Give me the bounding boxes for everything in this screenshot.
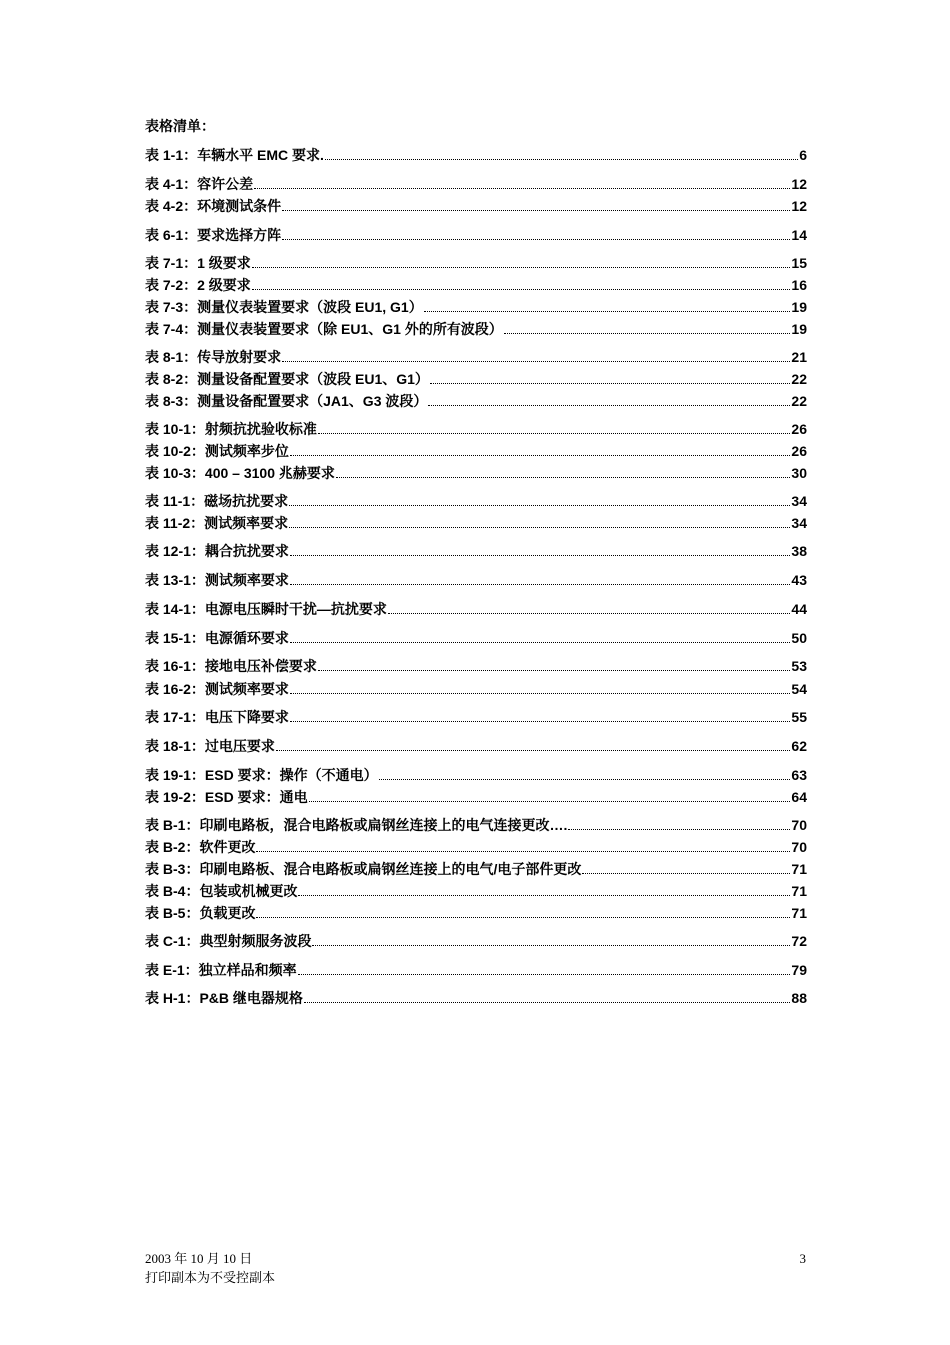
toc-entry-title: 表 10-1：射频抗扰验收标准 bbox=[145, 421, 317, 437]
toc-entry-title: 表 13-1：测试频率要求 bbox=[145, 572, 289, 588]
toc-entry-page: 26 bbox=[791, 421, 807, 437]
toc-entry-table-10-2[interactable] bbox=[145, 438, 807, 460]
toc-dot-leader bbox=[428, 405, 790, 406]
toc-dot-leader bbox=[289, 505, 790, 506]
toc-entry-title: 表 18-1：过电压要求 bbox=[145, 738, 275, 754]
toc-entry-page: 30 bbox=[791, 465, 807, 481]
toc-dot-leader bbox=[276, 750, 791, 751]
toc-entry-table-16-1[interactable] bbox=[145, 653, 807, 675]
toc-dot-leader bbox=[568, 829, 790, 830]
toc-entry-page: 19 bbox=[791, 321, 807, 337]
toc-entry-table-b-3[interactable] bbox=[145, 856, 807, 878]
toc-dot-leader bbox=[282, 210, 790, 211]
toc-dot-leader bbox=[504, 333, 791, 334]
toc-entry-title: 表 19-2：ESD 要求：通电 bbox=[145, 789, 308, 805]
toc-entry-title: 表 B-3：印刷电路板、混合电路板或扁钢丝连接上的电气/电子部件更改 bbox=[145, 861, 582, 877]
toc-entry-title: 表 10-3：400 – 3100 兆赫要求 bbox=[145, 465, 335, 481]
toc-entry-page: 88 bbox=[791, 990, 807, 1006]
toc-entry-table-15-1[interactable] bbox=[145, 625, 807, 647]
toc-dot-leader bbox=[312, 945, 790, 946]
toc-entry-table-12-1[interactable] bbox=[145, 538, 807, 560]
toc-dot-leader bbox=[325, 159, 798, 160]
toc-entry-page: 71 bbox=[791, 905, 807, 921]
toc-entry-page: 70 bbox=[791, 817, 807, 833]
toc-entry-table-10-3[interactable] bbox=[145, 460, 807, 482]
toc-entry-page: 53 bbox=[791, 658, 807, 674]
toc-entry-title: 表 16-2：测试频率要求 bbox=[145, 681, 289, 697]
toc-entry-page: 16 bbox=[791, 277, 807, 293]
toc-entry-table-h-1[interactable] bbox=[145, 985, 807, 1007]
toc-entry-title: 表 H-1：P&B 继电器规格 bbox=[145, 990, 303, 1006]
toc-dot-leader bbox=[289, 527, 790, 528]
toc-entry-table-1-1[interactable] bbox=[145, 142, 807, 164]
toc-dot-leader bbox=[336, 477, 791, 478]
toc-dot-leader bbox=[424, 311, 791, 312]
toc-entry-table-b-2[interactable] bbox=[145, 834, 807, 856]
toc-dot-leader bbox=[304, 1002, 791, 1003]
toc-dot-leader bbox=[282, 239, 790, 240]
toc-dot-leader bbox=[379, 779, 791, 780]
toc-entry-table-13-1[interactable] bbox=[145, 567, 807, 589]
toc-dot-leader bbox=[298, 895, 790, 896]
toc-entry-title: 表 7-4：测量仪表装置要求（除 EU1、G1 外的所有波段） bbox=[145, 321, 503, 337]
toc-entry-page: 71 bbox=[791, 861, 807, 877]
toc-dot-leader bbox=[388, 613, 791, 614]
toc-entry-page: 15 bbox=[791, 255, 807, 271]
toc-entry-page: 50 bbox=[791, 630, 807, 646]
toc-entry-title: 表 7-2：2 级要求 bbox=[145, 277, 251, 293]
toc-entry-page: 12 bbox=[791, 176, 807, 192]
toc-dot-leader bbox=[309, 801, 791, 802]
toc-entry-page: 71 bbox=[791, 883, 807, 899]
toc-entry-title: 表 19-1：ESD 要求：操作（不通电） bbox=[145, 767, 378, 783]
toc-entry-page: 79 bbox=[791, 962, 807, 978]
toc-dot-leader bbox=[290, 642, 791, 643]
toc-entry-page: 54 bbox=[791, 681, 807, 697]
toc-entry-page: 63 bbox=[791, 767, 807, 783]
toc-entry-table-6-1[interactable] bbox=[145, 222, 807, 244]
toc-entry-page: 12 bbox=[791, 198, 807, 214]
toc-dot-leader bbox=[318, 670, 791, 671]
toc-entry-page: 55 bbox=[791, 709, 807, 725]
toc-entry-table-4-1[interactable] bbox=[145, 171, 807, 193]
toc-entry-page: 34 bbox=[791, 493, 807, 509]
toc-entry-page: 34 bbox=[791, 515, 807, 531]
toc-entry-table-8-1[interactable] bbox=[145, 344, 807, 366]
toc-entry-table-8-3[interactable] bbox=[145, 388, 807, 410]
toc-dot-leader bbox=[256, 851, 790, 852]
toc-entry-page: 62 bbox=[791, 738, 807, 754]
toc-entry-title: 表 8-1：传导放射要求 bbox=[145, 349, 282, 365]
toc-entry-title: 表 16-1：接地电压补偿要求 bbox=[145, 658, 317, 674]
toc-entry-title: 表 1-1：车辆水平 EMC 要求. bbox=[145, 147, 324, 163]
toc-entry-title: 表 14-1：电源电压瞬时干扰—抗扰要求 bbox=[145, 601, 387, 617]
toc-entry-title: 表 15-1：电源循环要求 bbox=[145, 630, 289, 646]
toc-entry-table-b-5[interactable] bbox=[145, 900, 807, 922]
toc-entry-title: 表 E-1：独立样品和频率 bbox=[145, 962, 297, 978]
toc-entry-table-17-1[interactable] bbox=[145, 704, 807, 726]
toc-dot-leader bbox=[282, 361, 790, 362]
toc-entry-title: 表 4-1：容许公差 bbox=[145, 176, 254, 192]
toc-entry-table-e-1[interactable] bbox=[145, 957, 807, 979]
toc-heading: 表格清单： bbox=[145, 118, 215, 134]
toc-entry-table-7-3[interactable] bbox=[145, 294, 807, 316]
toc-entry-page: 72 bbox=[791, 933, 807, 949]
toc-entry-title: 表 B-1：印刷电路板，混合电路板或扁钢丝连接上的电气连接更改…. bbox=[145, 817, 568, 833]
toc-entry-page: 19 bbox=[791, 299, 807, 315]
toc-entry-table-19-2[interactable] bbox=[145, 784, 807, 806]
toc-entry-page: 14 bbox=[791, 227, 807, 243]
toc-entry-title: 表 11-1：磁场抗扰要求 bbox=[145, 493, 289, 509]
toc-dot-leader bbox=[252, 267, 791, 268]
toc-entry-title: 表 6-1：要求选择方阵 bbox=[145, 227, 282, 243]
toc-entry-table-4-2[interactable] bbox=[145, 193, 807, 215]
toc-entry-title: 表 B-4：包装或机械更改 bbox=[145, 883, 298, 899]
toc-entry-table-16-2[interactable] bbox=[145, 676, 807, 698]
toc-entry-page: 64 bbox=[791, 789, 807, 805]
toc-entry-table-14-1[interactable] bbox=[145, 596, 807, 618]
footer-copy-notice: 打印副本为不受控副本 bbox=[145, 1270, 276, 1285]
toc-entry-title: 表 8-2：测量设备配置要求（波段 EU1、G1） bbox=[145, 371, 429, 387]
toc-entry-table-8-2[interactable] bbox=[145, 366, 807, 388]
footer-date: 2003 年 10 月 10 日 bbox=[145, 1251, 253, 1266]
toc-dot-leader bbox=[254, 188, 790, 189]
toc-entry-page: 38 bbox=[791, 543, 807, 559]
toc-dot-leader bbox=[290, 584, 791, 585]
toc-entry-title: 表 17-1：电压下降要求 bbox=[145, 709, 289, 725]
toc-entry-table-7-1[interactable] bbox=[145, 250, 807, 272]
toc-entry-page: 43 bbox=[791, 572, 807, 588]
toc-entry-page: 22 bbox=[791, 393, 807, 409]
toc-entry-title: 表 C-1：典型射频服务波段 bbox=[145, 933, 312, 949]
toc-entry-title: 表 11-2：测试频率要求 bbox=[145, 515, 289, 531]
toc-entry-table-7-2[interactable] bbox=[145, 272, 807, 294]
toc-dot-leader bbox=[430, 383, 790, 384]
toc-entry-table-11-1[interactable] bbox=[145, 488, 807, 510]
toc-entry-title: 表 B-5：负载更改 bbox=[145, 905, 256, 921]
toc-entry-table-18-1[interactable] bbox=[145, 733, 807, 755]
toc-entry-table-c-1[interactable] bbox=[145, 928, 807, 950]
toc-entry-table-b-1[interactable] bbox=[145, 812, 807, 834]
toc-entry-table-11-2[interactable] bbox=[145, 510, 807, 532]
toc-entry-page: 44 bbox=[791, 601, 807, 617]
toc-entry-page: 21 bbox=[791, 349, 807, 365]
toc-dot-leader bbox=[252, 289, 791, 290]
toc-dot-leader bbox=[582, 873, 790, 874]
toc-entry-page: 26 bbox=[791, 443, 807, 459]
toc-entry-page: 6 bbox=[799, 147, 807, 163]
toc-entry-title: 表 7-3：测量仪表装置要求（波段 EU1, G1） bbox=[145, 299, 423, 315]
toc-entry-table-7-4[interactable] bbox=[145, 316, 807, 338]
toc-entry-title: 表 7-1：1 级要求 bbox=[145, 255, 251, 271]
footer-page-number: 3 bbox=[799, 1251, 806, 1266]
toc-entry-table-19-1[interactable] bbox=[145, 762, 807, 784]
toc-entry-page: 22 bbox=[791, 371, 807, 387]
toc-entry-table-10-1[interactable] bbox=[145, 416, 807, 438]
toc-dot-leader bbox=[290, 555, 791, 556]
toc-dot-leader bbox=[298, 974, 791, 975]
toc-entry-page: 70 bbox=[791, 839, 807, 855]
toc-dot-leader bbox=[290, 721, 791, 722]
toc-dot-leader bbox=[290, 455, 791, 456]
toc-entry-title: 表 8-3：测量设备配置要求（JA1、G3 波段） bbox=[145, 393, 428, 409]
toc-dot-leader bbox=[256, 917, 790, 918]
toc-entry-title: 表 12-1：耦合抗扰要求 bbox=[145, 543, 289, 559]
toc-dot-leader bbox=[290, 693, 791, 694]
toc-entry-title: 表 4-2：环境测试条件 bbox=[145, 198, 282, 214]
toc-entry-table-b-4[interactable] bbox=[145, 878, 807, 900]
toc-entry-title: 表 10-2：测试频率步位 bbox=[145, 443, 289, 459]
toc-entry-title: 表 B-2：软件更改 bbox=[145, 839, 256, 855]
toc-dot-leader bbox=[318, 433, 791, 434]
